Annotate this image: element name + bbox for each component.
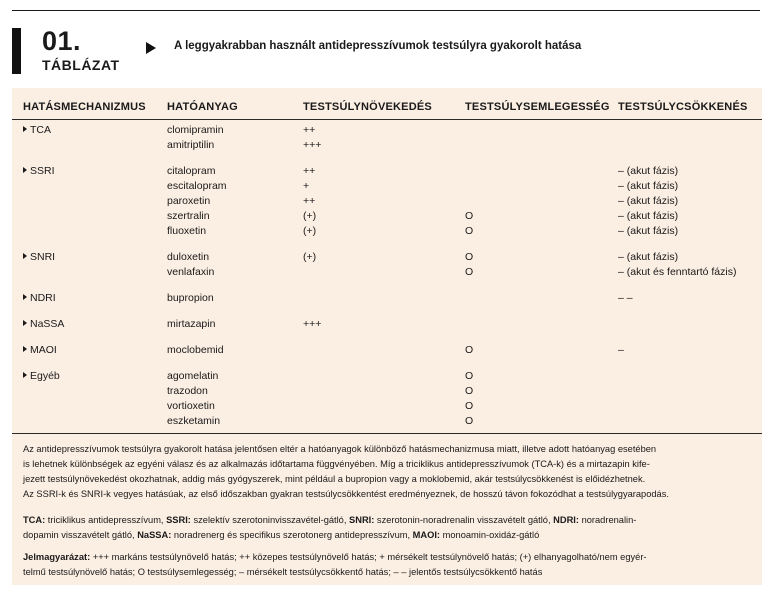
drug-cell: vortioxetin — [167, 400, 215, 412]
drug-cell: amitriptilin — [167, 139, 215, 151]
loss-cell: – — [618, 344, 624, 356]
triangle-arrow-icon — [146, 42, 156, 54]
note-paragraph — [23, 442, 755, 502]
abbreviation-term: NaSSA: — [137, 530, 172, 540]
column-header-mechanism: HATÁSMECHANIZMUS — [23, 101, 146, 113]
neutral-cell: O — [465, 415, 474, 427]
bullet-arrow-icon — [23, 294, 27, 300]
bullet-arrow-icon — [23, 372, 27, 378]
abbreviations — [23, 513, 755, 543]
mechanism-cell — [23, 250, 55, 265]
table-number: 01. — [42, 26, 82, 56]
gain-cell: ++ — [303, 124, 316, 136]
loss-cell: – (akut fázis) — [618, 195, 679, 207]
mechanism-label: Egyéb — [30, 370, 60, 382]
loss-cell: – (akut fázis) — [618, 225, 679, 237]
legend — [23, 550, 755, 580]
note-line: Az SSRI-k és SNRI-k vegyes hatásúak, az első időszakban gyakran testsúlycsökkentést eredményeznek, de hosszú távon fokozódhat a testsúlygyarapodás. — [23, 489, 669, 499]
drug-cell: mirtazapin — [167, 318, 216, 330]
mechanism-cell — [23, 164, 55, 179]
legend-line — [23, 550, 755, 565]
gain-cell: (+) — [303, 225, 317, 237]
gain-cell: ++ — [303, 195, 316, 207]
abbreviation-line — [23, 528, 755, 543]
neutral-cell: O — [465, 400, 474, 412]
neutral-cell: O — [465, 266, 474, 278]
drug-cell: trazodon — [167, 385, 208, 397]
drug-cell: venlafaxin — [167, 266, 215, 278]
column-header-loss: TESTSÚLYCSÖKKENÉS — [618, 101, 748, 113]
abbreviation-text: szelektív szerotoninvisszavétel-gátló, — [190, 515, 350, 525]
legend-term: Jelmagyarázat: — [23, 552, 91, 562]
loss-cell: – (akut fázis) — [618, 251, 679, 263]
abbreviation-text: monoamin-oxidáz-gátló — [440, 530, 540, 540]
abbreviation-term: SSRI: — [166, 515, 191, 525]
neutral-cell: O — [465, 370, 474, 382]
drug-cell: szertralin — [167, 210, 210, 222]
drug-cell: agomelatin — [167, 370, 219, 382]
loss-cell: – (akut fázis) — [618, 165, 679, 177]
notes-divider — [12, 433, 762, 434]
abbreviation-text: noradrenerg és specifikus szerotonerg antidepresszívum, — [171, 530, 413, 540]
note-line: is lehetnek különbségek az egyéni válasz és az alkalmazás időtartama függvényében. Míg a triciklikus antidepresszívumok (TCA-k) és a mirtazapin kife- — [23, 459, 650, 469]
neutral-cell: O — [465, 385, 474, 397]
mechanism-cell — [23, 343, 57, 358]
drug-cell: moclobemid — [167, 344, 224, 356]
neutral-cell: O — [465, 251, 474, 263]
drug-cell: citalopram — [167, 165, 216, 177]
loss-cell: – (akut és fenntartó fázis) — [618, 266, 737, 278]
note-line: jezett testsúlynövekedést okozhatnak, addig más gyógyszerek, mint például a bupropion vagy a moklobemid, akár testsúlycsökkenést is előidézhetnek. — [23, 474, 646, 484]
drug-cell: eszketamin — [167, 415, 221, 427]
note-line: Az antidepresszívumok testsúlyra gyakorolt hatása jelentősen eltér a hatóanyagok különböző hatásmechanizmusa miatt, illetve adott hatóanyag esetében — [23, 444, 657, 454]
abbreviation-term: NDRI: — [553, 515, 579, 525]
gain-cell: + — [303, 180, 310, 192]
legend-line: telmű testsúlynövelő hatás; O testsúlysemlegesség; – mérsékelt testsúlycsökkentő hatás; – – jelentős testsúlycsökkentő hatás — [23, 567, 543, 577]
table-header — [12, 28, 762, 76]
column-header-neutral: TESTSÚLYSEMLEGESSÉG — [465, 101, 610, 113]
mechanism-cell — [23, 317, 64, 332]
abbreviation-text: noradrenalin- — [578, 515, 637, 525]
top-rule — [12, 10, 760, 11]
bullet-arrow-icon — [23, 253, 27, 259]
header-rule — [12, 119, 762, 120]
abbreviation-term: MAOI: — [412, 530, 441, 540]
column-header-drug: HATÓANYAG — [167, 101, 238, 113]
column-header-gain: TESTSÚLYNÖVEKEDÉS — [303, 101, 432, 113]
mechanism-cell — [23, 123, 51, 138]
abbreviation-text: triciklikus antidepresszívum, — [45, 515, 167, 525]
drug-cell: fluoxetin — [167, 225, 207, 237]
gain-cell: ++ — [303, 165, 316, 177]
abbreviation-term: TCA: — [23, 515, 46, 525]
loss-cell: – – — [618, 292, 633, 304]
drug-cell: bupropion — [167, 292, 214, 304]
mechanism-label: NaSSA — [30, 318, 65, 330]
mechanism-label: SSRI — [30, 165, 55, 177]
drug-cell: clomipramin — [167, 124, 224, 136]
mechanism-label: MAOI — [30, 344, 57, 356]
gain-cell: (+) — [303, 210, 317, 222]
table-panel — [12, 88, 762, 585]
drug-cell: escitalopram — [167, 180, 227, 192]
abbreviation-line — [23, 513, 755, 528]
neutral-cell: O — [465, 344, 474, 356]
gain-cell: +++ — [303, 318, 322, 330]
table-label: TÁBLÁZAT — [42, 57, 120, 73]
gain-cell: (+) — [303, 251, 317, 263]
mechanism-cell — [23, 369, 60, 384]
abbreviation-text: szerotonin-noradrenalin visszavételt gátló, — [374, 515, 554, 525]
loss-cell: – (akut fázis) — [618, 210, 679, 222]
drug-cell: duloxetin — [167, 251, 210, 263]
mechanism-label: SNRI — [30, 251, 56, 263]
neutral-cell: O — [465, 225, 474, 237]
abbreviation-text: dopamin visszavételt gátló, — [23, 530, 138, 540]
table-title: A leggyakrabban használt antidepresszívumok testsúlyra gyakorolt hatása — [174, 40, 582, 52]
gain-cell: +++ — [303, 139, 322, 151]
black-marker-bar — [12, 28, 21, 74]
mechanism-cell — [23, 291, 56, 306]
abbreviation-term: SNRI: — [349, 515, 375, 525]
drug-cell: paroxetin — [167, 195, 211, 207]
bullet-arrow-icon — [23, 320, 27, 326]
mechanism-label: NDRI — [30, 292, 56, 304]
bullet-arrow-icon — [23, 126, 27, 132]
neutral-cell: O — [465, 210, 474, 222]
legend-text: +++ markáns testsúlynövelő hatás; ++ közepes testsúlynövelő hatás; + mérsékelt testsúlynövelő hatás; (+) elhanyagolható/nem egyér- — [90, 552, 647, 562]
mechanism-label: TCA — [30, 124, 51, 136]
bullet-arrow-icon — [23, 346, 27, 352]
bullet-arrow-icon — [23, 167, 27, 173]
loss-cell: – (akut fázis) — [618, 180, 679, 192]
